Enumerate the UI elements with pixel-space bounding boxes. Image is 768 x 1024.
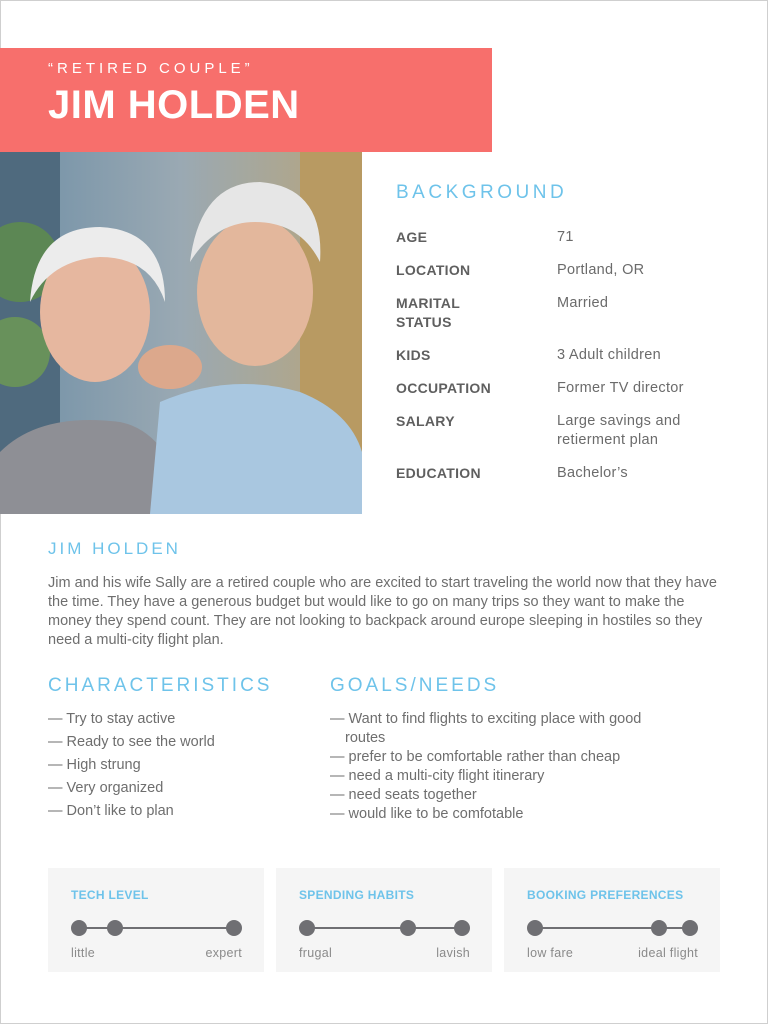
scale-labels (527, 946, 698, 960)
scale-dot (400, 920, 416, 936)
scale-low-label: little (71, 946, 96, 960)
bio-heading: JIM HOLDEN (48, 539, 181, 558)
background-value: 71 (557, 229, 574, 245)
background-label: MARITAL STATUS (396, 295, 460, 330)
scale-dot (71, 920, 87, 936)
scale-high-label: ideal flight (638, 946, 698, 960)
background-label: AGE (396, 229, 428, 245)
list-item: — Ready to see the world (48, 734, 215, 750)
characteristics-list (48, 710, 308, 825)
background-label: SALARY (396, 413, 455, 429)
goal-text: — Want to find flights to exciting place with good (330, 711, 642, 727)
background-label: EDUCATION (396, 465, 481, 481)
scale-high-label: expert (205, 946, 242, 960)
booking-preferences-card (504, 868, 720, 972)
scale-dot (651, 920, 667, 936)
card-title: BOOKING PREFERENCES (527, 888, 684, 902)
scale-low-label: low fare (527, 946, 574, 960)
background-row-location (396, 261, 736, 280)
characteristics-heading: CHARACTERISTICS (48, 675, 273, 696)
goal-text: — would like to be comfotable (330, 806, 524, 822)
list-item: — Don’t like to plan (48, 803, 174, 819)
tech-level-card (48, 868, 264, 972)
background-value: Large savings and retierment plan (557, 413, 681, 448)
goal-text: — prefer to be comfortable rather than cheap (330, 749, 621, 765)
goals-list (330, 710, 730, 824)
spending-habits-card (276, 868, 492, 972)
list-item: — High strung (48, 757, 141, 773)
scale-low-label: frugal (299, 946, 333, 960)
scale-labels (71, 946, 242, 960)
background-value: Bachelor’s (557, 465, 628, 481)
scale-labels (299, 946, 470, 960)
list-item (330, 748, 730, 767)
background-table (396, 228, 736, 497)
goals-heading: GOALS/NEEDS (330, 675, 500, 696)
scale-dot (107, 920, 123, 936)
background-label: OCCUPATION (396, 380, 492, 396)
scale-dot (682, 920, 698, 936)
list-item: — Try to stay active (48, 711, 176, 727)
scale-dot (454, 920, 470, 936)
scale-track (299, 920, 470, 936)
background-value: Married (557, 295, 609, 311)
background-value: Former TV director (557, 380, 684, 396)
background-heading: BACKGROUND (396, 182, 568, 203)
background-label: KIDS (396, 347, 431, 363)
list-item (330, 805, 730, 824)
background-row-occupation (396, 379, 736, 398)
goal-text: — need a multi-city flight itinerary (330, 768, 545, 784)
scale-line (79, 927, 234, 929)
list-item (330, 786, 730, 805)
couple-photo-illustration (0, 152, 362, 514)
goal-text: — need seats together (330, 787, 477, 803)
background-row-education (396, 464, 736, 483)
scale-track (527, 920, 698, 936)
scale-dot (226, 920, 242, 936)
persona-photo (0, 152, 362, 514)
persona-name: JIM HOLDEN (48, 83, 300, 127)
background-row-age (396, 228, 736, 247)
background-row-marital-status (396, 294, 736, 332)
scale-dot (299, 920, 315, 936)
card-title: SPENDING HABITS (299, 888, 415, 902)
card-title: TECH LEVEL (71, 888, 149, 902)
background-label: LOCATION (396, 262, 471, 278)
goal-text-continued: routes (345, 730, 386, 746)
background-value: Portland, OR (557, 262, 645, 278)
scale-line (307, 927, 462, 929)
scale-track (71, 920, 242, 936)
list-item (330, 710, 730, 748)
bio-paragraph: Jim and his wife Sally are a retired couple who are excited to start traveling the world now that they have the time. They have a generous budget but would like to go on many trips so they want to make the money they spend count. They are not looking to backpack around europe sleeping in hostiles so they need a multi-city flight plan. (48, 575, 717, 648)
list-item: — Very organized (48, 780, 164, 796)
persona-subtitle: “RETIRED COUPLE” (48, 60, 254, 77)
background-value: 3 Adult children (557, 347, 661, 363)
scale-dot (527, 920, 543, 936)
persona-header (0, 48, 492, 152)
scale-high-label: lavish (436, 946, 470, 960)
list-item (330, 767, 730, 786)
background-row-kids (396, 346, 736, 365)
background-row-salary (396, 412, 736, 450)
